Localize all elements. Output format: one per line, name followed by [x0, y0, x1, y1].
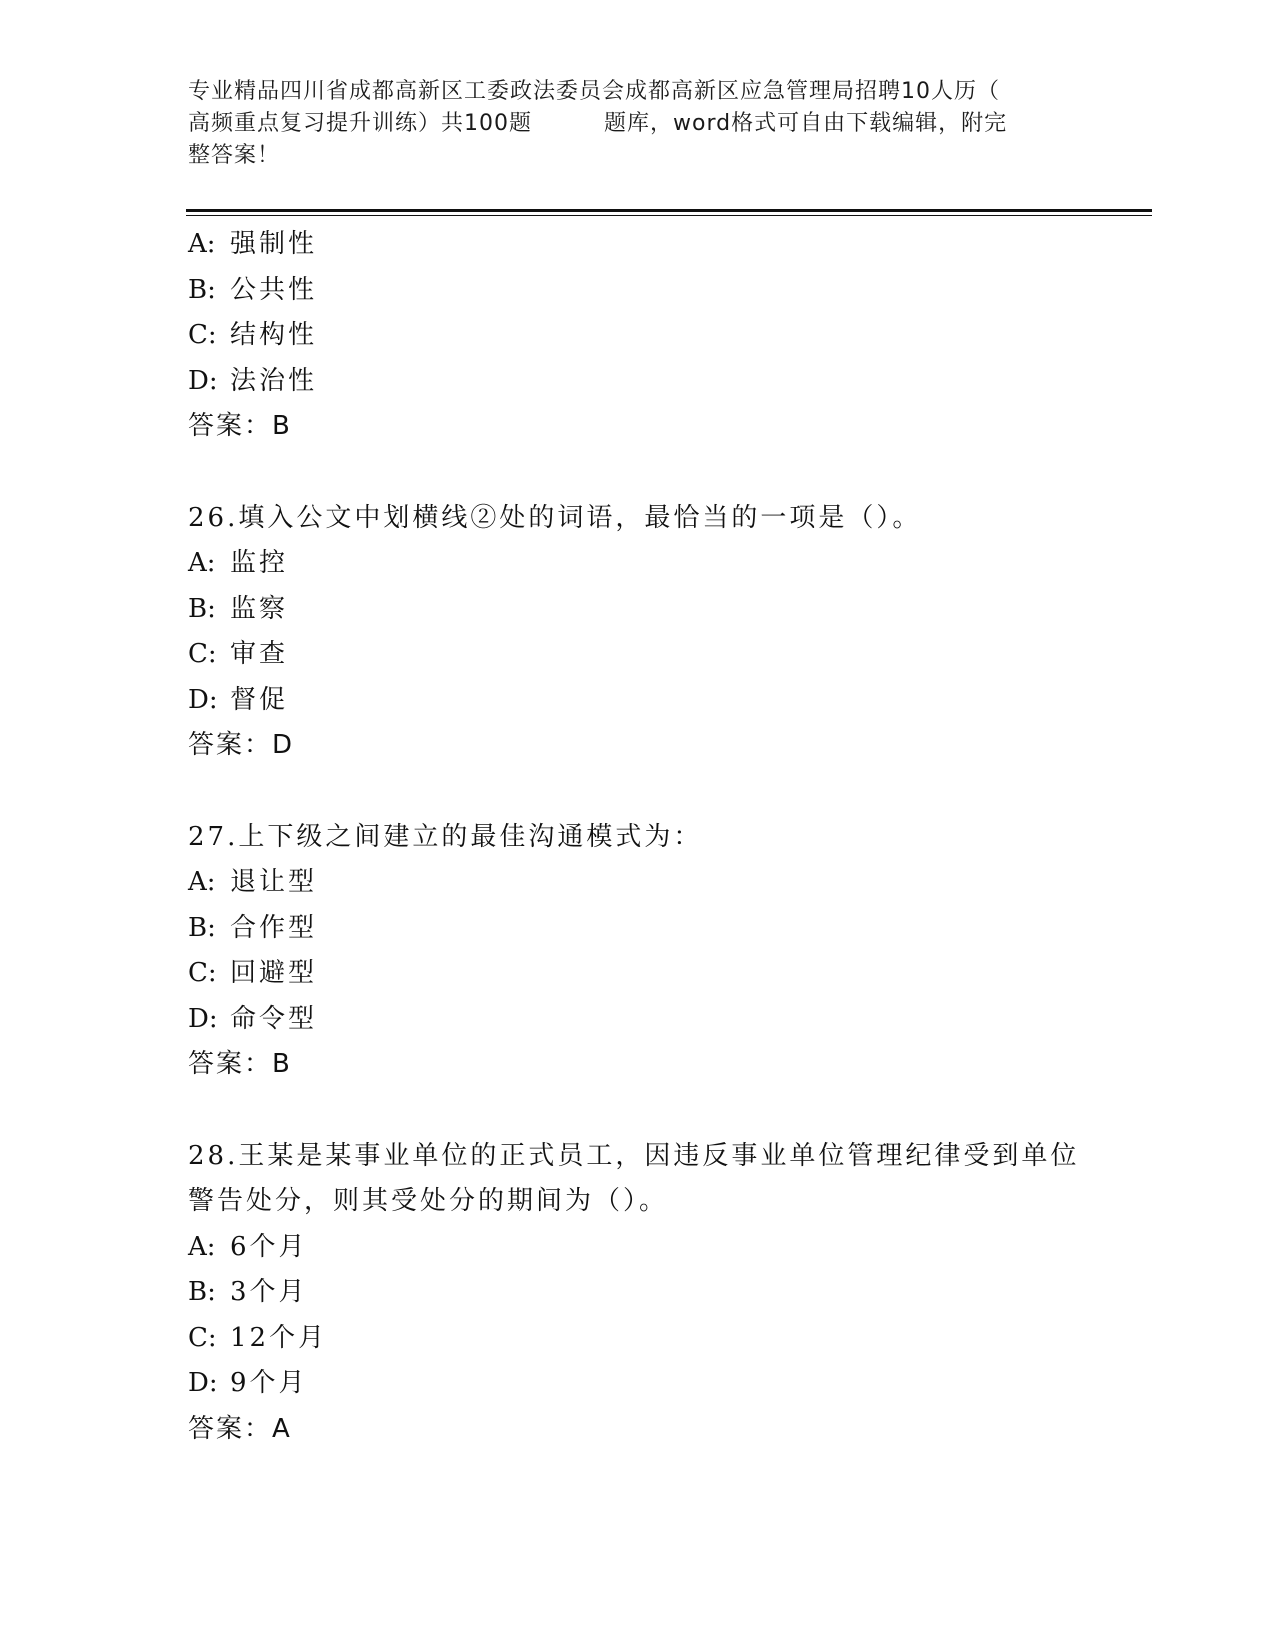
question-28 [188, 1134, 1088, 1453]
answer: 答案：B [188, 1049, 292, 1079]
option-key: A: [188, 1231, 216, 1262]
header-line-2 [188, 108, 1068, 140]
option-text: 12个月 [230, 1322, 328, 1353]
option-key: D: [188, 365, 218, 396]
option-d [188, 678, 1088, 724]
option-key: D: [188, 1003, 218, 1034]
option-key: B: [188, 912, 216, 943]
option-key: C: [188, 639, 217, 669]
option-d [188, 359, 1088, 405]
question-list [188, 222, 1088, 1452]
option-text: 6个月 [230, 1231, 308, 1262]
option-key: C: [188, 320, 217, 350]
option-a [188, 222, 1088, 268]
option-key: C: [188, 958, 217, 988]
question-text: 26.填入公文中划横线②处的词语，最恰当的一项是（）。 [188, 502, 922, 533]
option-text: 审查 [230, 639, 289, 669]
option-c [188, 313, 1088, 359]
option-b [188, 906, 1088, 952]
option-text: 退让型 [230, 867, 318, 897]
option-d [188, 997, 1088, 1043]
option-key: B: [188, 274, 216, 305]
option-text: 法治性 [230, 365, 318, 396]
header-line-3: 整答案！ [188, 143, 281, 168]
question-26 [188, 496, 1088, 769]
answer: 答案：B [188, 411, 292, 441]
option-key: B: [188, 1277, 216, 1307]
answer: 答案：D [188, 730, 295, 760]
option-text: 3个月 [230, 1277, 308, 1307]
option-key: A: [188, 867, 216, 897]
question-text: 27.上下级之间建立的最佳沟通模式为： [188, 821, 703, 852]
option-a [188, 860, 1088, 906]
option-b [188, 587, 1088, 633]
option-text: 命令型 [230, 1003, 318, 1034]
question-25 [188, 222, 1088, 450]
option-key: D: [188, 684, 218, 715]
option-c [188, 632, 1088, 678]
question-text-line-2: 警告处分，则其受处分的期间为（）。 [188, 1186, 669, 1216]
option-text: 监察 [230, 593, 289, 624]
option-key: A: [188, 548, 216, 578]
header-line-1: 专业精品四川省成都高新区工委政法委员会成都高新区应急管理局招聘10人历（ [188, 79, 1000, 104]
option-c [188, 951, 1088, 997]
header-divider [186, 209, 1152, 216]
option-text: 公共性 [230, 274, 318, 305]
document-header [188, 76, 1068, 172]
option-key: D: [188, 1368, 218, 1398]
header-line-2a: 高频重点复习提升训练）共100题 [188, 111, 532, 136]
question-text-line-1: 28.王某是某事业单位的正式员工，因违反事业单位管理纪律受到单位 [188, 1140, 1080, 1171]
option-text: 回避型 [230, 958, 318, 988]
option-text: 9个月 [230, 1368, 308, 1398]
header-line-2b: 题库，word格式可自由下载编辑，附完 [604, 111, 1008, 136]
option-key: C: [188, 1322, 217, 1353]
option-c [188, 1316, 1088, 1362]
option-text: 合作型 [230, 912, 318, 943]
option-key: B: [188, 593, 216, 624]
option-a [188, 1225, 1088, 1271]
option-key: A: [188, 229, 216, 259]
option-d [188, 1361, 1088, 1407]
question-27 [188, 815, 1088, 1088]
option-text: 强制性 [230, 229, 318, 259]
option-b [188, 268, 1088, 314]
option-b [188, 1270, 1088, 1316]
option-text: 督促 [230, 684, 289, 715]
option-text: 监控 [230, 548, 289, 578]
answer: 答案：A [188, 1413, 292, 1444]
option-a [188, 541, 1088, 587]
option-text: 结构性 [230, 320, 318, 350]
